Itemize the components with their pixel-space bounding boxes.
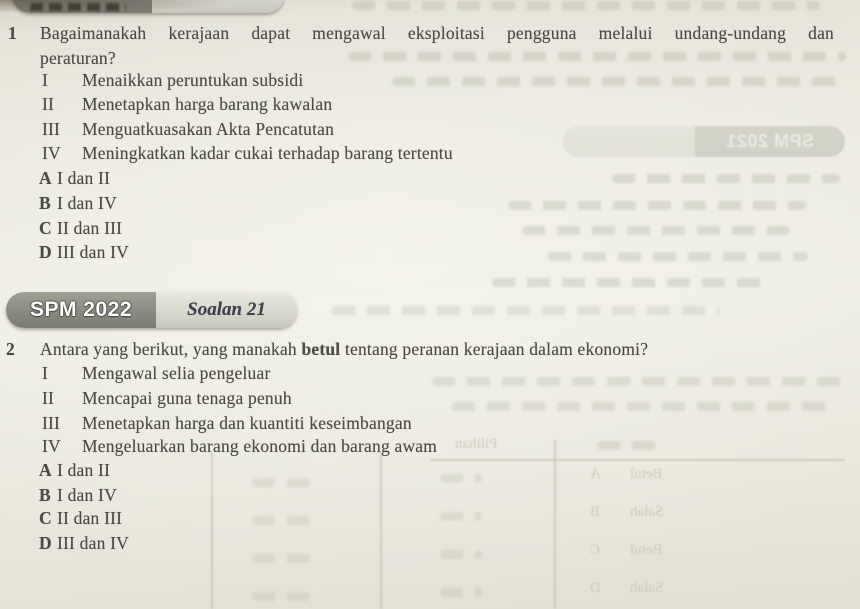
top-cutoff-badge-light (152, 0, 284, 13)
bleedthrough-line (548, 252, 808, 261)
bleedthrough-badge-light (563, 126, 695, 157)
bleedthrough-table-hline (430, 459, 845, 461)
bleedthrough-line (332, 306, 720, 315)
spm-badge (6, 292, 297, 328)
statement-row (42, 411, 412, 436)
answer-letter: A (39, 168, 52, 188)
statement-text: Menguatkuasakan Akta Pencatutan (82, 119, 335, 139)
answer-text: II dan III (57, 218, 123, 238)
answer-option-b (39, 483, 117, 508)
bleedthrough-word (440, 474, 482, 483)
answer-letter: D (39, 242, 52, 262)
statement-numeral: I (42, 363, 49, 383)
bleedthrough-word (252, 554, 310, 563)
statement-row (42, 141, 453, 166)
bleedthrough-line (452, 402, 830, 411)
statement-text: Mengeluarkan barang ekonomi dan barang awam (82, 436, 438, 456)
answer-letter: B (39, 193, 51, 213)
bleedthrough-line (508, 201, 806, 210)
bleedthrough-table-vline (380, 452, 382, 609)
bleedthrough-table-letter: C (590, 542, 601, 558)
bleedthrough-table-vline (211, 452, 213, 609)
bleedthrough-badge-label: SPM 2021 (725, 131, 815, 151)
statement-row (42, 117, 334, 142)
statement-text: Meningkatkan kadar cukai terhadap barang tertentu (82, 143, 453, 163)
bleedthrough-word (252, 516, 310, 525)
spm-badge-dark-section (6, 292, 156, 328)
answer-text: I dan IV (57, 485, 117, 505)
bleedthrough-table-value: Salah (630, 580, 664, 596)
answer-letter: C (39, 218, 52, 238)
bleedthrough-table-letter: A (590, 466, 601, 482)
bleedthrough-badge (563, 126, 845, 157)
statement-numeral: II (42, 388, 55, 408)
answer-letter: B (39, 485, 51, 505)
statement-numeral: III (42, 119, 61, 139)
spm-badge-light-section (156, 292, 297, 328)
bleedthrough-table-value: Salah (630, 504, 664, 520)
statement-text: Mengawal selia pengeluar (82, 363, 271, 383)
bleedthrough-word (440, 550, 482, 559)
answer-text: III dan IV (57, 242, 129, 262)
statement-text: Menetapkan harga dan kuantiti keseimbangan (82, 413, 412, 433)
bleedthrough-table-header: Pilihan (455, 436, 498, 452)
question-number: 2 (6, 339, 15, 359)
bleedthrough-line (432, 377, 848, 386)
answer-text: III dan IV (57, 533, 129, 553)
answer-option-d (39, 240, 129, 265)
spm-badge-label: SPM 2022 (29, 298, 133, 321)
statement-row (42, 92, 332, 117)
statement-numeral: II (42, 94, 55, 114)
answer-option-c (39, 216, 122, 241)
bleedthrough-line (392, 77, 840, 86)
statement-text: Menaikkan peruntukan subsidi (82, 70, 304, 90)
bleedthrough-word (252, 592, 310, 601)
answer-letter: C (39, 508, 52, 528)
answer-option-b (39, 191, 117, 216)
answer-letter: D (39, 533, 52, 553)
question-text-before: Antara yang berikut, yang manakah (40, 339, 302, 359)
statement-row (42, 361, 270, 386)
question-text (40, 337, 648, 362)
bleedthrough-table-value: Betul (630, 466, 663, 482)
bleedthrough-table-letter: D (590, 580, 601, 596)
bleedthrough-table-letter: B (590, 504, 601, 520)
answer-text: I dan II (57, 460, 111, 480)
answer-option-c (39, 506, 122, 531)
bleedthrough-table-value: Betul (630, 542, 663, 558)
question-text-line1: Bagaimanakah kerajaan dapat mengawal eksploitasi pengguna melalui undang-undang dan (40, 23, 834, 43)
bleedthrough-line (492, 278, 762, 287)
answer-option-a (39, 458, 110, 483)
answer-text: I dan II (57, 168, 111, 188)
question-number: 1 (8, 23, 17, 43)
question-text-after: tentang peranan kerajaan dalam ekonomi? (340, 339, 649, 359)
soalan-badge-label: Soalan 21 (187, 299, 266, 320)
bleedthrough-word (440, 588, 482, 597)
statement-text: Mencapai guna tenaga penuh (82, 388, 292, 408)
bleedthrough-line (597, 441, 657, 450)
statement-row (42, 68, 303, 93)
answer-letter: A (39, 460, 52, 480)
statement-row (42, 434, 437, 459)
top-cutoff-badge (12, 0, 284, 13)
statement-row (42, 386, 292, 411)
bleedthrough-word (440, 512, 482, 521)
bleedthrough-table-vline (554, 440, 556, 609)
question-text-line2: peraturan? (40, 48, 116, 68)
question-bold-word: betul (301, 339, 341, 359)
statement-numeral: IV (42, 436, 61, 456)
statement-numeral: I (42, 70, 49, 90)
bleedthrough-line (612, 174, 840, 183)
answer-option-a (39, 166, 110, 191)
bleedthrough-line (352, 1, 820, 10)
bleedthrough-line (522, 226, 790, 235)
bleedthrough-word (252, 478, 310, 487)
bleedthrough-badge-dark (695, 126, 845, 157)
top-cutoff-badge-dark (12, 0, 152, 13)
answer-option-d (39, 531, 129, 556)
bleedthrough-line (348, 52, 846, 61)
top-cutoff-badge-glyphs (30, 3, 126, 11)
answer-text: II dan III (57, 508, 123, 528)
answer-text: I dan IV (57, 193, 117, 213)
statement-text: Menetapkan harga barang kawalan (82, 94, 333, 114)
statement-numeral: IV (42, 143, 61, 163)
statement-numeral: III (42, 413, 61, 433)
